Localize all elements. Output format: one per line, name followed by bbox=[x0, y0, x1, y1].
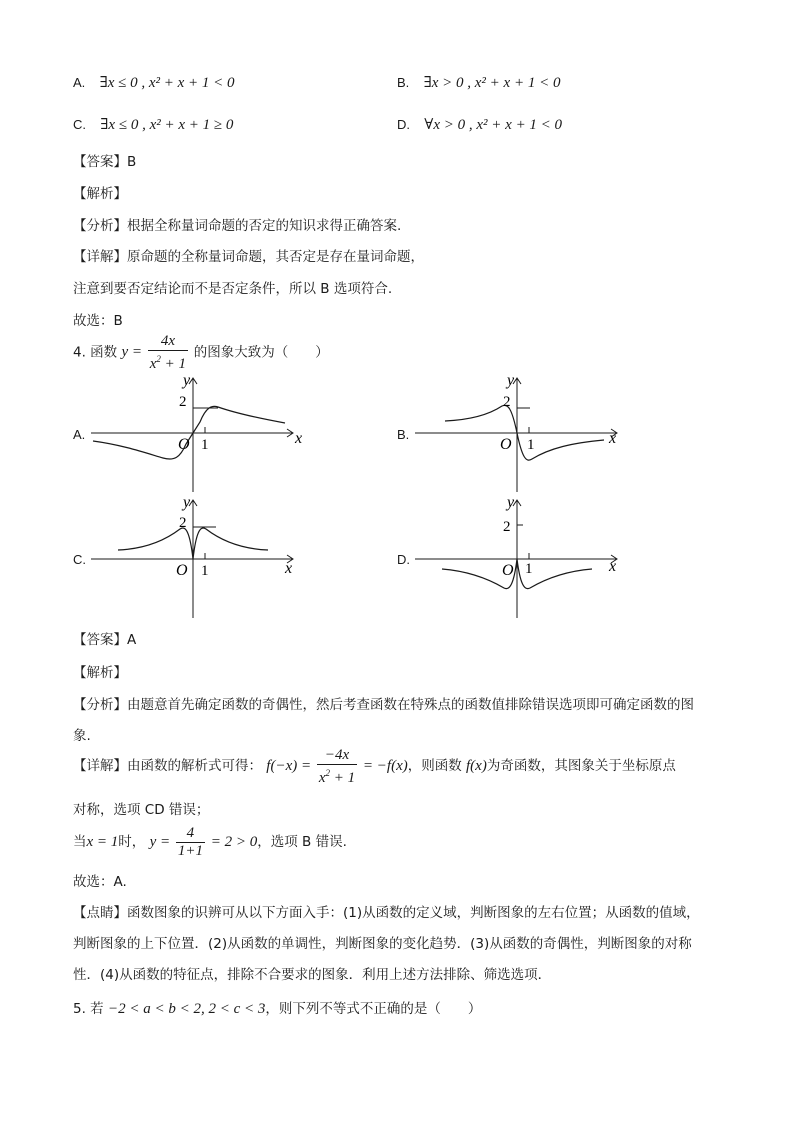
q4-xiangjie-line1: 【详解】由函数的解析式可得： f(−x) = $\frac{-4x}{x^2 + 1}$ = −f(x)，则函数 f(x)为奇函数，其图象关于坐标原点 bbox=[73, 746, 676, 786]
q3-conclusion: 故选：B bbox=[73, 313, 123, 329]
q4-dianjing-line2: 判断图象的上下位置．(2)从函数的单调性，判断图象的变化趋势．(3)从函数的奇偶性，判断图象的对称 bbox=[73, 936, 692, 952]
y-label: y bbox=[183, 494, 191, 511]
tick-2-label: 2 bbox=[503, 394, 511, 410]
graph-b bbox=[412, 370, 632, 495]
tick-2-label: 2 bbox=[179, 394, 187, 410]
option-b: B. ∃x > 0 , x² + x + 1 < 0 bbox=[397, 75, 561, 91]
tick-1-label: 1 bbox=[525, 561, 533, 577]
x-label: x bbox=[609, 430, 617, 447]
odd-function-equation: f(−x) = $\frac{-4x}{x^2 + 1}$ = −f(x) bbox=[266, 746, 408, 786]
q4-dianjing-line1: 【点睛】函数图象的识辨可从以下方面入手：(1)从函数的定义域，判断图象的左右位置；从函数的值域， bbox=[73, 905, 700, 921]
tick-2-label: 2 bbox=[179, 515, 187, 531]
value-at-one: y = $\frac{4}{1+1}$ = 2 > 0 bbox=[149, 825, 258, 860]
tick-1-label: 1 bbox=[201, 437, 209, 453]
q4-xiangjie-line2: 对称，选项 CD 错误； bbox=[73, 802, 210, 818]
graph-d-label: D. bbox=[397, 552, 410, 567]
q4-dianjing-line3: 性．(4)从函数的特征点，排除不合要求的图象．利用上述方法排除、筛选选项． bbox=[73, 967, 552, 983]
x-label: x bbox=[295, 430, 303, 447]
q4-when-line: 当x = 1时， y = $\frac{4}{1+1}$ = 2 > 0，选项 B 错误. bbox=[73, 825, 347, 860]
x-label: x bbox=[285, 560, 293, 577]
q4-answer: 【答案】A bbox=[73, 632, 137, 648]
q4-fenxi-line1: 【分析】由题意首先确定函数的奇偶性，然后考查函数在特殊点的函数值排除错误选项即可确定函数的图 bbox=[73, 697, 694, 713]
option-c: C. ∃x ≤ 0 , x² + x + 1 ≥ 0 bbox=[73, 117, 234, 133]
origin-label: O bbox=[500, 436, 512, 453]
origin-label: O bbox=[176, 562, 188, 579]
q4-function-formula: y = $\frac{4x}{x^2 + 1}$ bbox=[121, 333, 187, 372]
graph-c bbox=[88, 492, 308, 620]
x-label: x bbox=[609, 558, 617, 575]
q3-analysis-tag: 【解析】 bbox=[73, 186, 127, 202]
q4-conclusion: 故选：A. bbox=[73, 874, 127, 890]
y-label: y bbox=[507, 494, 515, 511]
graph-a bbox=[88, 370, 308, 495]
option-a: A. ∃x ≤ 0 , x² + x + 1 < 0 bbox=[73, 75, 235, 91]
q3-fenxi: 【分析】根据全称量词命题的否定的知识求得正确答案. bbox=[73, 218, 402, 234]
q3-xiangjie-line2: 注意到要否定结论而不是否定条件，所以 B 选项符合. bbox=[73, 281, 393, 297]
tick-1-label: 1 bbox=[201, 563, 209, 579]
q4-analysis-tag: 【解析】 bbox=[73, 665, 127, 681]
graph-c-label: C. bbox=[73, 552, 86, 567]
graph-d bbox=[412, 492, 632, 620]
graph-b-label: B. bbox=[397, 427, 410, 442]
origin-label: O bbox=[502, 562, 514, 579]
q3-xiangjie-line1: 【详解】原命题的全称量词命题，其否定是存在量词命题， bbox=[73, 249, 424, 265]
tick-2-label: 2 bbox=[503, 519, 511, 535]
q4-stem: 4. 函数 y = $\frac{4x}{x^2 + 1}$ 的图象大致为（ ） bbox=[73, 333, 329, 372]
graph-a-label: A. bbox=[73, 427, 86, 442]
y-label: y bbox=[183, 372, 191, 389]
option-d: D. ∀x > 0 , x² + x + 1 < 0 bbox=[397, 117, 563, 133]
q3-answer: 【答案】B bbox=[73, 154, 137, 170]
tick-1-label: 1 bbox=[527, 437, 535, 453]
q4-fenxi-line2: 象. bbox=[73, 728, 91, 744]
q5-stem: 5. 若 −2 < a < b < 2, 2 < c < 3，则下列不等式不正确的是（ ） bbox=[73, 1001, 482, 1017]
y-label: y bbox=[507, 372, 515, 389]
origin-label: O bbox=[178, 436, 190, 453]
